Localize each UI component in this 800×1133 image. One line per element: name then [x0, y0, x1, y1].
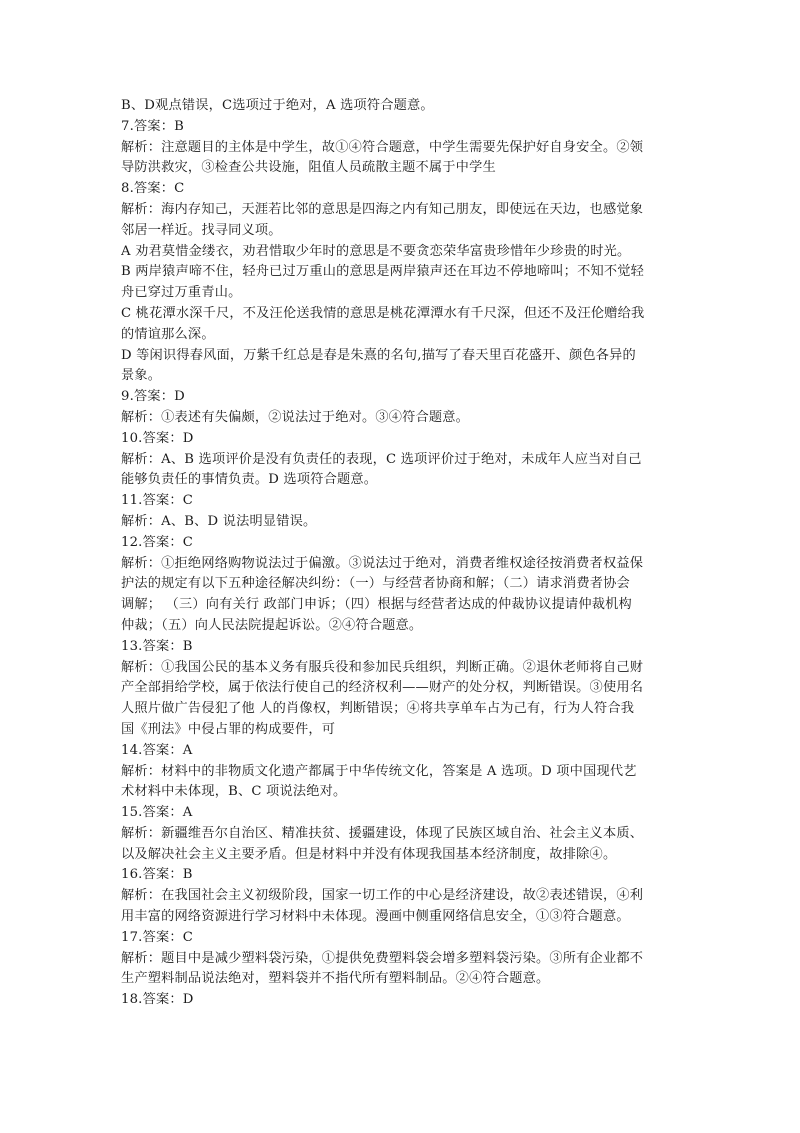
- answer-line-q12: 12.答案：C: [121, 534, 194, 550]
- text-line: 邻居一样近。找寻同义项。: [121, 222, 282, 238]
- text-line: 解析：①拒绝网络购物说法过于偏激。③说法过于绝对，消费者维权途径按消费者权益保: [121, 555, 644, 571]
- answer-line-q10: 10.答案：D: [121, 430, 194, 446]
- text-line: 解析：题目中是减少塑料袋污染，①提供免费塑料袋会增多塑料袋污染。③所有企业都不: [121, 950, 644, 966]
- text-line: 护法的规定有以下五种途径解决纠纷：（一）与经营者协商和解；（二）请求消费者协会: [121, 576, 630, 592]
- answer-line-q15: 15.答案：A: [121, 805, 193, 821]
- text-line: 解析：海内存知己，天涯若比邻的意思是四海之内有知己朋友，即使远在天边，也感觉象: [121, 201, 644, 217]
- answer-line-q14: 14.答案：A: [121, 742, 193, 758]
- text-line: 舟已穿过万重青山。: [121, 285, 242, 301]
- text-line: 人照片做广告侵犯了他 人的肖像权，判断错误；④将共享单车占为己有，行为人符合我: [121, 701, 635, 717]
- answer-line-q18: 18.答案：D: [121, 992, 194, 1008]
- text-line: 解析：A、B、D 说法明显错误。: [121, 513, 317, 529]
- text-line: A 劝君莫惜金缕衣，劝君惜取少年时的意思是不要贪恋荣华富贵珍惜年少珍贵的时光。: [121, 243, 631, 259]
- text-line: 解析：材料中的非物质文化遗产都属于中华传统文化，答案是 A 选项。D 项中国现代艺: [121, 763, 637, 779]
- text-line: 解析：注意题目的主体是中学生，故①④符合题意，中学生需要先保护好自身安全。②领: [121, 139, 644, 155]
- text-line: 解析：新疆维吾尔自治区、精准扶贫、援疆建设，体现了民族区域自治、社会主义本质、: [121, 825, 644, 841]
- text-line: 生产塑料制品说法绝对，塑料袋并不指代所有塑料制品。②④符合题意。: [121, 971, 550, 987]
- answer-line-q16: 16.答案：B: [121, 867, 193, 883]
- answer-line-q9: 9.答案：D: [121, 389, 185, 405]
- text-line: 术材料中未体现，B、C 项说法绝对。: [121, 784, 347, 800]
- text-line: 仲裁；（五）向人民法院提起诉讼。②④符合题意。: [121, 617, 423, 633]
- text-line: 解析：A、B 选项评价是没有负责任的表现，C 选项评价过于绝对，未成年人应当对自己: [121, 451, 642, 467]
- text-line: 解析：①表述有失偏颇，②说法过于绝对。③④符合题意。: [121, 409, 470, 425]
- text-line: 解析：在我国社会主义初级阶段，国家一切工作的中心是经济建设，故②表述错误，④利: [121, 888, 644, 904]
- answer-line-q17: 17.答案：C: [121, 929, 194, 945]
- text-line: 用丰富的网络资源进行学习材料中未体现。漫画中侧重网络信息安全，①③符合题意。: [121, 909, 630, 925]
- text-line: 导防洪救灾，③检查公共设施，阻值人员疏散主题不属于中学生: [121, 160, 496, 176]
- text-line: 的情谊那么深。: [121, 326, 215, 342]
- text-line: 解析：①我国公民的基本义务有服兵役和参加民兵组织，判断正确。②退休老师将自己财: [121, 659, 644, 675]
- text-line: C 桃花潭水深千尺，不及汪伦送我情的意思是桃花潭潭水有千尺深，但还不及汪伦赠给我: [121, 305, 645, 321]
- text-line: 以及解决社会主义主要矛盾。但是材料中并没有体现我国基本经济制度，故排除④。: [121, 846, 617, 862]
- text-line: B 两岸猿声啼不住，轻舟已过万重山的意思是两岸猿声还在耳边不停地啼叫；不知不觉轻: [121, 264, 645, 280]
- text-line: D 等闲识得春风面，万紫千红总是春是朱熹的名句,描写了春天里百花盛开、颜色各异的: [121, 347, 636, 363]
- answer-explanations-page: [121, 96, 681, 1011]
- text-line: 产全部捐给学校，属于依法行使自己的经济权利——财产的处分权，判断错误。③使用名: [121, 680, 644, 696]
- text-line: 景象。: [121, 368, 162, 384]
- answer-line-q13: 13.答案：B: [121, 638, 193, 654]
- answer-line-q11: 11.答案：C: [121, 493, 194, 509]
- text-line: 能够负责任的事情负责。D 选项符合题意。: [121, 472, 378, 488]
- answer-line-q7: 7.答案：B: [121, 118, 185, 134]
- answer-line-q8: 8.答案：C: [121, 181, 185, 197]
- text-line: 调解； （三）向有关行 政部门申诉；（四）根据与经营者达成的仲裁协议提请仲裁机构: [121, 597, 632, 613]
- text-line: B、D观点错误，C选项过于绝对，A 选项符合题意。: [121, 98, 434, 113]
- text-line: 国《刑法》中侵占罪的构成要件，可: [121, 721, 336, 737]
